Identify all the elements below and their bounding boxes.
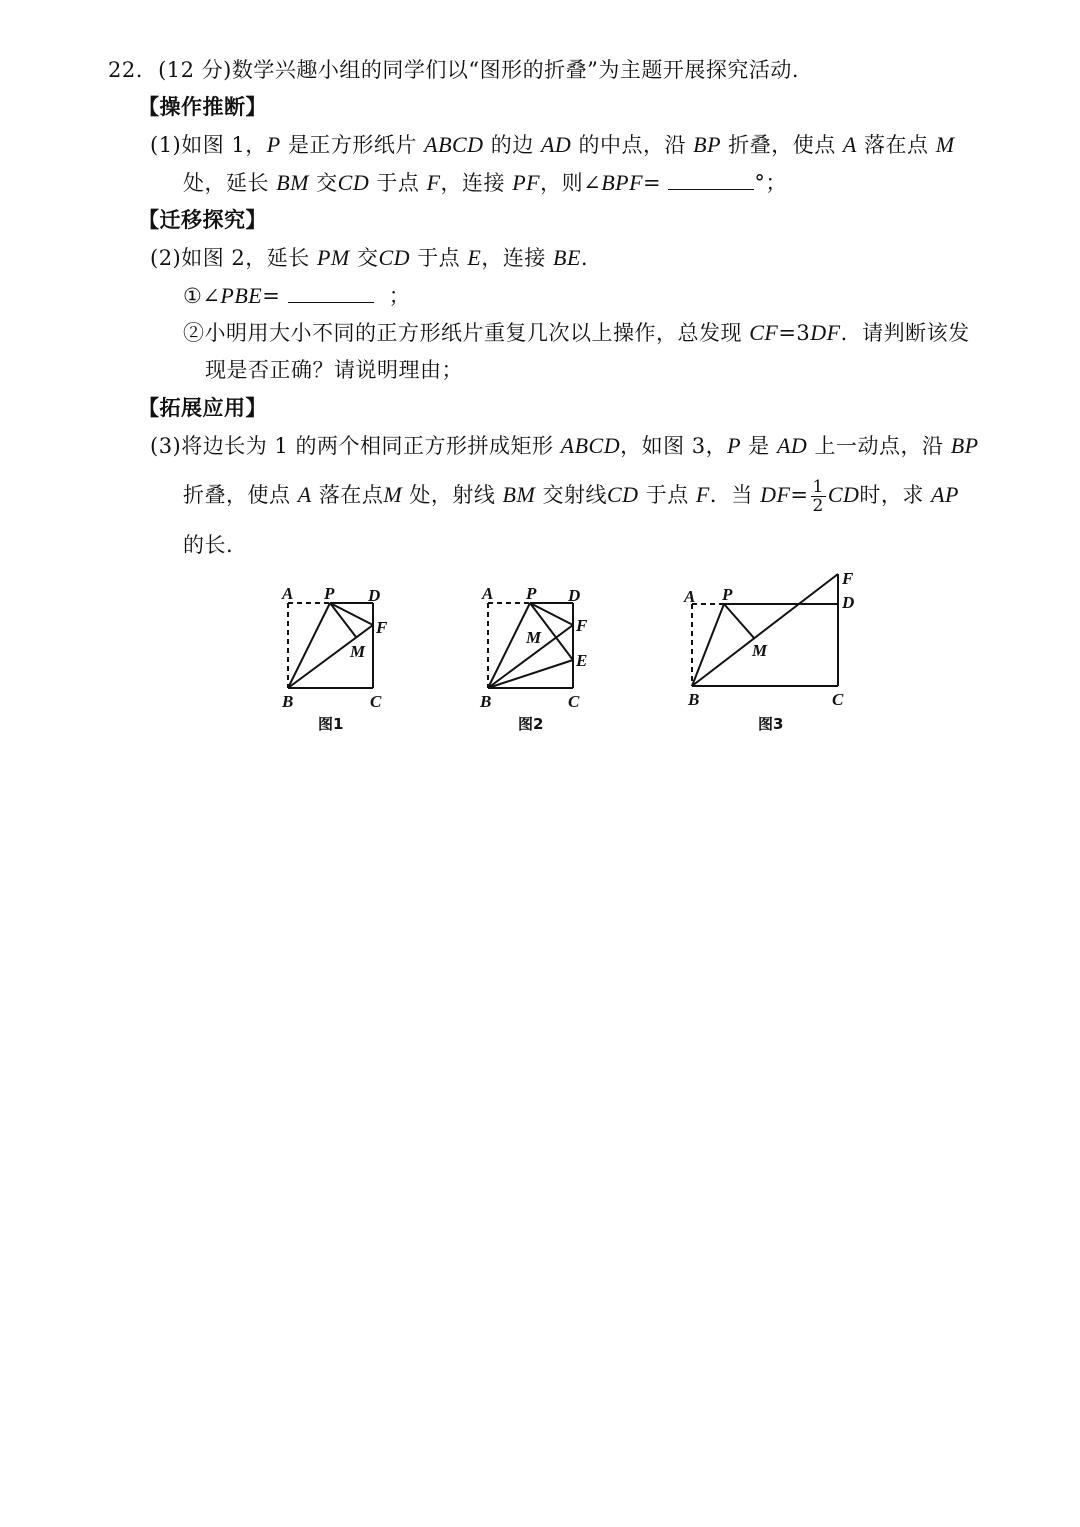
figure-2 — [470, 585, 600, 735]
q3-line3: 的长. — [183, 533, 234, 557]
q1-text: 交 — [316, 171, 338, 195]
figure-1-caption: 图1 — [318, 715, 344, 733]
q2-sub1 — [183, 281, 410, 311]
q3-text: 是 — [748, 434, 770, 458]
q3-text: 落在点 — [318, 483, 384, 507]
q2-text: ②小明用大小不同的正方形纸片重复几次以上操作，总发现 — [183, 321, 742, 345]
var-DF: DF — [810, 320, 841, 345]
label-F: F — [576, 616, 588, 635]
q3-text: ，如图 3， — [620, 434, 728, 458]
q2-text: ①∠ — [183, 284, 221, 308]
problem-header — [108, 55, 799, 85]
segment-PM — [330, 603, 356, 637]
q3-text: 交射线 — [542, 483, 607, 507]
var-PM: PM — [316, 245, 350, 270]
label-C: C — [568, 692, 580, 711]
label-B: B — [688, 690, 700, 709]
q1-text: ，则∠ — [540, 171, 602, 195]
figure-3 — [672, 568, 872, 738]
q2-text: ．请判断该发 — [840, 321, 970, 345]
q1-text: ，连接 — [440, 171, 506, 195]
segment-PM — [724, 604, 754, 638]
var-AD: AD — [776, 433, 808, 458]
label-D: D — [842, 593, 855, 612]
fraction-numerator: 1 — [812, 477, 824, 497]
var-ABCD: ABCD — [560, 433, 621, 458]
label-D: D — [568, 586, 581, 605]
q1-text: = — [643, 171, 662, 195]
var-AP: AP — [931, 482, 959, 507]
section1-title: 【操作推断】 — [138, 94, 267, 119]
var-E: E — [467, 245, 482, 270]
var-BM: BM — [502, 482, 536, 507]
problem-number: 22. — [108, 58, 143, 82]
fraction-denominator: 2 — [812, 496, 824, 516]
answer-blank[interactable] — [668, 171, 754, 190]
label-B: B — [480, 692, 492, 711]
var-CD: CD — [606, 482, 639, 507]
q1-text: 的中点，沿 — [578, 133, 686, 157]
var-A: A — [297, 482, 312, 507]
label-F: F — [842, 569, 854, 588]
q2-text: 交 — [356, 246, 379, 270]
var-BP: BP — [950, 433, 979, 458]
var-AD: AD — [540, 132, 572, 157]
var-P: P — [266, 132, 281, 157]
label-A: A — [684, 587, 696, 606]
label-P: P — [722, 585, 733, 604]
var-CD: CD — [378, 245, 410, 270]
var-BM: BM — [276, 170, 309, 195]
q2-text: =3 — [778, 321, 811, 345]
q3-line2 — [183, 478, 959, 515]
q2-text: = — [262, 284, 281, 308]
label-F: F — [376, 618, 388, 637]
q2-text: 于点 — [417, 246, 461, 270]
var-CF: CF — [749, 320, 779, 345]
q3-text: (3)将边长为 1 的两个相同正方形拼成矩形 — [150, 434, 554, 458]
q1-text: 处，延长 — [183, 171, 269, 195]
problem-intro: 数学兴趣小组的同学们以“图形的折叠”为主题开展探究活动. — [231, 58, 800, 82]
segment-BP — [288, 603, 330, 688]
figure-2-caption: 图2 — [518, 715, 544, 733]
var-F: F — [426, 170, 441, 195]
segment-PF — [530, 603, 573, 625]
label-M: M — [752, 641, 768, 660]
q3-text: 折叠，使点 — [183, 483, 291, 507]
label-M: M — [526, 628, 542, 647]
var-M: M — [935, 132, 955, 157]
problem-score: (12 分) — [158, 58, 232, 82]
q2-text: ； — [388, 284, 411, 308]
answer-blank[interactable] — [288, 284, 374, 303]
q1-text: 于点 — [376, 171, 420, 195]
var-PF: PF — [512, 170, 541, 195]
fraction-one-half — [811, 478, 826, 515]
q1-text: 折叠，使点 — [728, 133, 836, 157]
q1-line2 — [183, 168, 787, 198]
q2-text: (2)如图 2，延长 — [150, 246, 310, 270]
q3-text: = — [790, 483, 809, 507]
q3-text: 上一动点，沿 — [814, 434, 944, 458]
var-F: F — [695, 482, 710, 507]
var-ABCD: ABCD — [424, 132, 484, 157]
q2-line1: (2)如图 2，延长 PM 交CD 于点 E，连接 BE. — [150, 245, 589, 270]
q3-text: 时，求 — [859, 483, 924, 507]
q3-text: 于点 — [645, 483, 689, 507]
q1-text: 的边 — [490, 133, 534, 157]
label-B: B — [282, 692, 294, 711]
q3-text: 处，射线 — [409, 483, 496, 507]
section2-title: 【迁移探究】 — [138, 207, 267, 232]
var-BP: BP — [693, 132, 722, 157]
q2-sub2-line1 — [183, 318, 970, 348]
var-DF: DF — [760, 482, 791, 507]
label-A: A — [482, 584, 494, 603]
q1-text: 落在点 — [864, 133, 929, 157]
label-E: E — [576, 651, 588, 670]
var-M: M — [383, 482, 403, 507]
figure-3-caption: 图3 — [758, 715, 784, 733]
q1-text: (1)如图 1， — [150, 133, 267, 157]
var-CD: CD — [337, 170, 370, 195]
q1-line1 — [150, 130, 955, 160]
var-BPF: BPF — [601, 170, 644, 195]
label-C: C — [832, 690, 844, 709]
var-BE: BE — [553, 245, 581, 270]
q3-line1 — [150, 431, 979, 461]
var-CD: CD — [827, 482, 860, 507]
label-M: M — [350, 642, 366, 661]
q2-text: ，连接 — [481, 246, 546, 270]
q2-sub2-line2: 现是否正确？请说明理由； — [205, 358, 463, 382]
label-A: A — [282, 584, 294, 603]
q1-text: 是正方形纸片 — [287, 133, 417, 157]
var-P: P — [727, 433, 742, 458]
label-C: C — [370, 692, 382, 711]
label-P: P — [324, 584, 335, 603]
q3-text: ．当 — [709, 483, 753, 507]
label-P: P — [526, 584, 537, 603]
var-PBE: PBE — [220, 283, 263, 308]
q1-text: °； — [754, 171, 787, 195]
segment-PF — [330, 603, 373, 625]
var-A: A — [842, 132, 857, 157]
label-D: D — [368, 586, 381, 605]
section3-title: 【拓展应用】 — [138, 395, 267, 420]
figure-1 — [270, 585, 400, 735]
